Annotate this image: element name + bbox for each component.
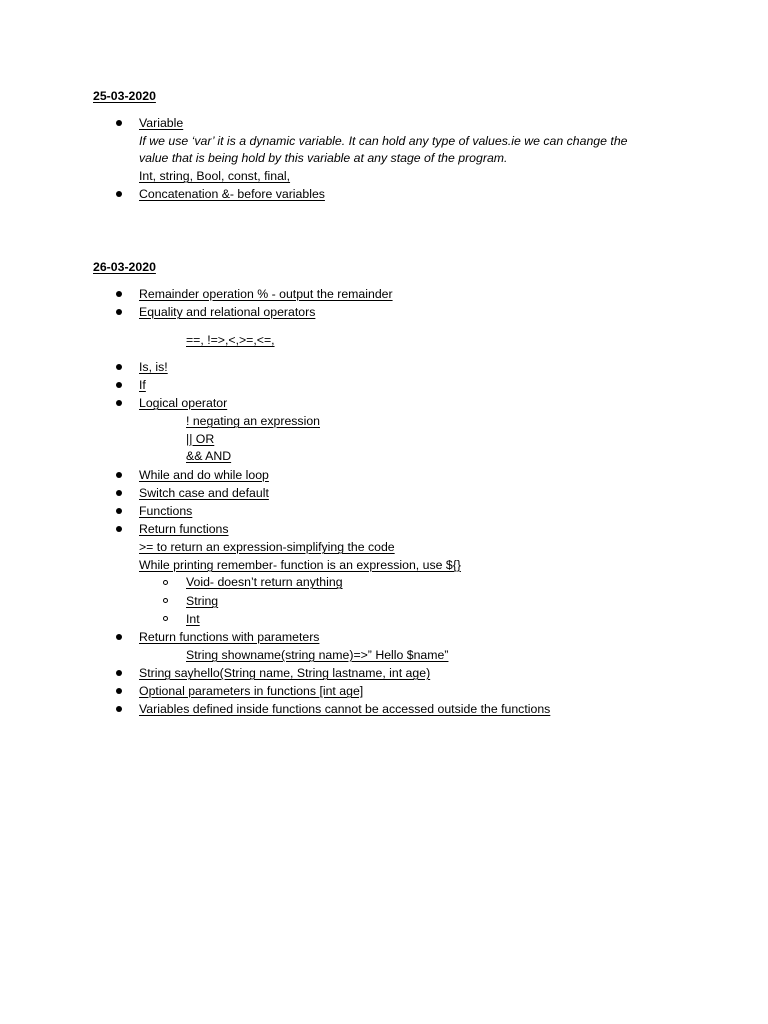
- list-item-return-functions: Return functions: [139, 522, 229, 536]
- sub-bullet: [163, 616, 168, 621]
- bullet: [116, 472, 122, 478]
- bullet: [116, 309, 122, 315]
- return-functions-line: >= to return an expression-simplifying the code: [139, 540, 395, 554]
- list-item-variable: Variable: [139, 116, 184, 130]
- bullet: [116, 526, 122, 532]
- logical-sub-line: ! negating an expression: [186, 414, 320, 428]
- date-heading: 26-03-2020: [93, 260, 156, 274]
- return-functions-line: While printing remember- function is an expression, use ${}: [139, 558, 461, 572]
- variable-description-line: If we use ‘var’ it is a dynamic variable. It can hold any type of values.ie we can change the: [139, 134, 628, 148]
- list-item-concatenation: Concatenation &- before variables: [139, 187, 325, 201]
- list-item-is: Is, is!: [139, 360, 168, 374]
- variable-types: Int, string, Bool, const, final,: [139, 169, 291, 183]
- variable-description-line: value that is being hold by this variable at any stage of the program.: [139, 151, 508, 165]
- bullet: [116, 191, 122, 197]
- list-item-logical: Logical operator: [139, 396, 228, 410]
- list-item-functions: Functions: [139, 504, 193, 518]
- list-item-return-params: Return functions with parameters: [139, 630, 320, 644]
- list-item-remainder: Remainder operation % - output the remainder: [139, 287, 393, 301]
- showname-line: String showname(string name)=>” Hello $name”: [186, 648, 449, 662]
- bullet: [116, 291, 122, 297]
- bullet: [116, 400, 122, 406]
- sub-item-void: Void- doesn’t return anything: [186, 575, 343, 589]
- logical-sub-line: || OR: [186, 432, 215, 446]
- sub-bullet: [163, 580, 168, 585]
- list-item-while: While and do while loop: [139, 468, 269, 482]
- logical-sub-line: && AND: [186, 449, 232, 463]
- bullet: [116, 634, 122, 640]
- list-item-switch: Switch case and default: [139, 486, 269, 500]
- bullet: [116, 490, 122, 496]
- list-item-scope: Variables defined inside functions cannot be accessed outside the functions: [139, 702, 551, 716]
- operators-line: ==, !=>,<,>=,<=,: [186, 333, 275, 347]
- bullet: [116, 364, 122, 370]
- bullet: [116, 120, 122, 126]
- sub-item-int: Int: [186, 612, 200, 626]
- list-item-optional: Optional parameters in functions [int age]: [139, 684, 364, 698]
- bullet: [116, 670, 122, 676]
- sub-item-string: String: [186, 594, 219, 608]
- list-item-if: If: [139, 378, 146, 392]
- bullet: [116, 706, 122, 712]
- list-item-sayhello: String sayhello(String name, String lastname, int age): [139, 666, 431, 680]
- bullet: [116, 382, 122, 388]
- sub-bullet: [163, 598, 168, 603]
- date-heading: 25-03-2020: [93, 89, 156, 103]
- bullet: [116, 508, 122, 514]
- list-item-equality: Equality and relational operators: [139, 305, 316, 319]
- bullet: [116, 688, 122, 694]
